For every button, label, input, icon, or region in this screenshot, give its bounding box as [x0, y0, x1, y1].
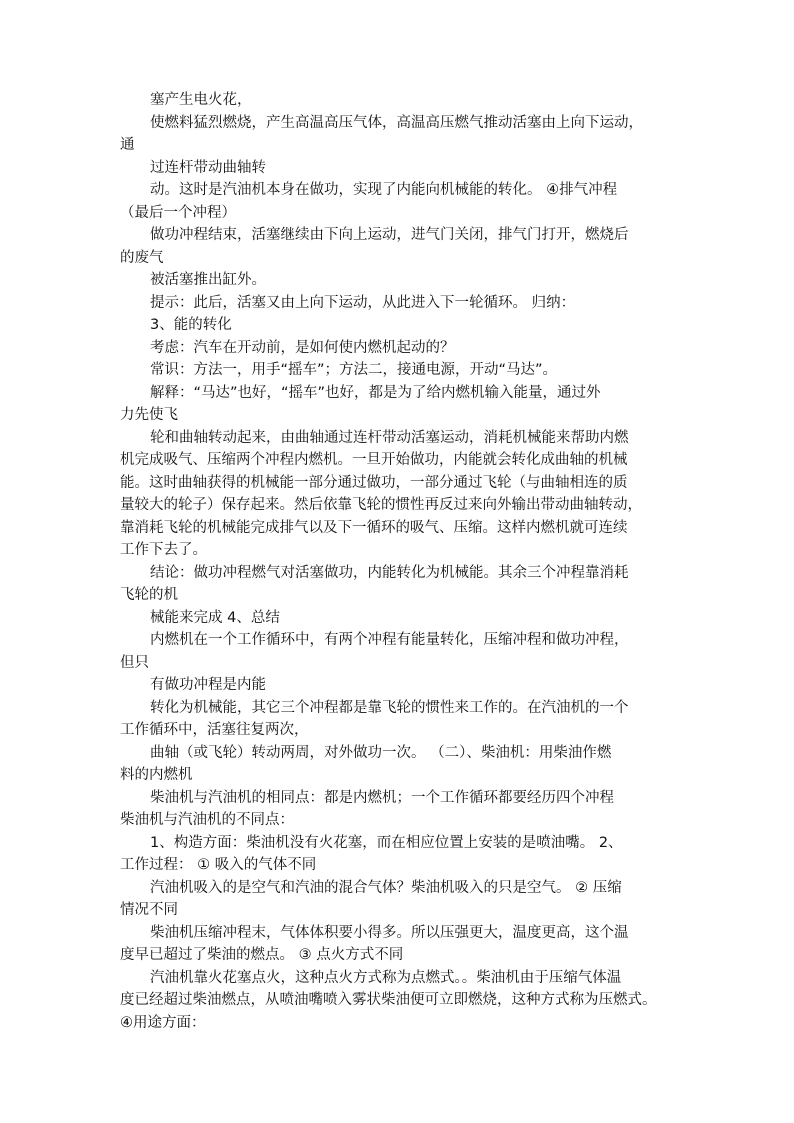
- paragraph-line: 汽油机吸入的是空气和汽油的混合气体？柴油机吸入的只是空气。 ② 压缩: [150, 879, 622, 896]
- paragraph-line: 塞产生电火花，: [150, 92, 252, 108]
- paragraph-line: 提示：此后，活塞又由上向下运动，从此进入下一轮循环。 归纳：: [150, 294, 576, 311]
- paragraph-line: 柴油机与汽油机的相同点：都是内燃机；一个工作循环都要经历四个冲程: [150, 789, 614, 806]
- paragraph-line: 柴油机与汽油机的不同点：: [120, 812, 294, 828]
- paragraph-line: 使燃料猛烈燃烧，产生高温高压气体，高温高压燃气推动活塞由上向下运动，: [150, 114, 643, 131]
- paragraph-line: 的废气: [120, 249, 164, 266]
- paragraph-line: 有做功冲程是内能: [150, 677, 266, 693]
- paragraph-line: 解释：“马达”也好，“摇车”也好，都是为了给内燃机输入能量，通过外: [150, 384, 601, 401]
- paragraph-line: 机完成吸气、压缩两个冲程内燃机。一旦开始做功，内能就会转化成曲轴的机械: [120, 452, 628, 468]
- paragraph-line: 飞轮的机: [120, 587, 178, 603]
- paragraph-line: 曲轴（或飞轮）转动两周，对外做功一次。 （二）、柴油机：用柴油作燃: [150, 744, 612, 761]
- paragraph-line: 柴油机压缩冲程末，气体体积要小得多。所以压强更大，温度更高，这个温: [150, 924, 629, 941]
- paragraph-line: 靠消耗飞轮的机械能完成排气以及下一循环的吸气、压缩。这样内燃机就可连续: [120, 519, 628, 536]
- paragraph-line: 3、能的转化: [150, 317, 232, 333]
- paragraph-line: 内燃机在一个工作循环中，有两个冲程有能量转化，压缩冲程和做功冲程，: [150, 632, 629, 648]
- paragraph-line: 常识：方法一，用手“摇车”；方法二，接通电源，开动“马达”。: [150, 362, 558, 378]
- paragraph-line: 结论：做功冲程燃气对活塞做功，内能转化为机械能。其余三个冲程靠消耗: [150, 564, 629, 581]
- paragraph-line: 量较大的轮子）保存起来。然后依靠飞轮的惯性再反过来向外输出带动曲轴转动，: [120, 497, 642, 513]
- paragraph-line: 但只: [120, 654, 149, 671]
- paragraph-line: 工作循环中，活塞往复两次，: [120, 722, 309, 738]
- paragraph-line: 料的内燃机: [120, 767, 193, 783]
- paragraph-line: 转化为机械能，其它三个冲程都是靠飞轮的惯性来工作的。在汽油机的一个: [150, 699, 629, 716]
- paragraph-line: 度已经超过柴油燃点，从喷油嘴喷入雾状柴油便可立即燃烧，这种方式称为压燃式。: [120, 992, 657, 1008]
- paragraph-line: 被活塞推出缸外。: [150, 272, 266, 288]
- paragraph-line: ④用途方面：: [120, 1014, 206, 1031]
- paragraph-line: 通: [120, 137, 135, 153]
- paragraph-line: 过连杆带动曲轴转: [150, 159, 266, 176]
- paragraph-line: 轮和曲轴转动起来，由曲轴通过连杆带动活塞运动，消耗机械能来帮助内燃: [150, 429, 629, 446]
- paragraph-line: 能。这时曲轴获得的机械能一部分通过做功，一部分通过飞轮（与曲轴相连的质: [120, 474, 628, 491]
- document-body: [120, 89, 680, 1034]
- paragraph-line: 情况不同: [120, 902, 178, 918]
- paragraph-line: （最后一个冲程）: [120, 204, 236, 221]
- paragraph-line: 械能来完成 4、总结: [150, 609, 280, 626]
- paragraph-line: 工作过程： ① 吸入的气体不同: [120, 857, 317, 873]
- paragraph-line: 动。这时是汽油机本身在做功，实现了内能向机械能的转化。 ④排气冲程: [150, 182, 618, 198]
- paragraph-line: 汽油机靠火花塞点火，这种点火方式称为点燃式。。柴油机由于压缩气体温: [150, 969, 622, 986]
- paragraph-line: 1、构造方面：柴油机没有火花塞，而在相应位置上安装的是喷油嘴。 2、: [150, 834, 623, 851]
- paragraph-line: 做功冲程结束，活塞继续由下向上运动，进气门关闭，排气门打开，燃烧后: [150, 227, 629, 243]
- paragraph-line: 度早已超过了柴油的燃点。 ③ 点火方式不同: [120, 947, 404, 963]
- paragraph-line: 考虑：汽车在开动前，是如何使内燃机起动的？: [150, 339, 455, 356]
- paragraph-line: 力先使飞: [120, 407, 178, 423]
- paragraph-line: 工作下去了。: [120, 542, 207, 558]
